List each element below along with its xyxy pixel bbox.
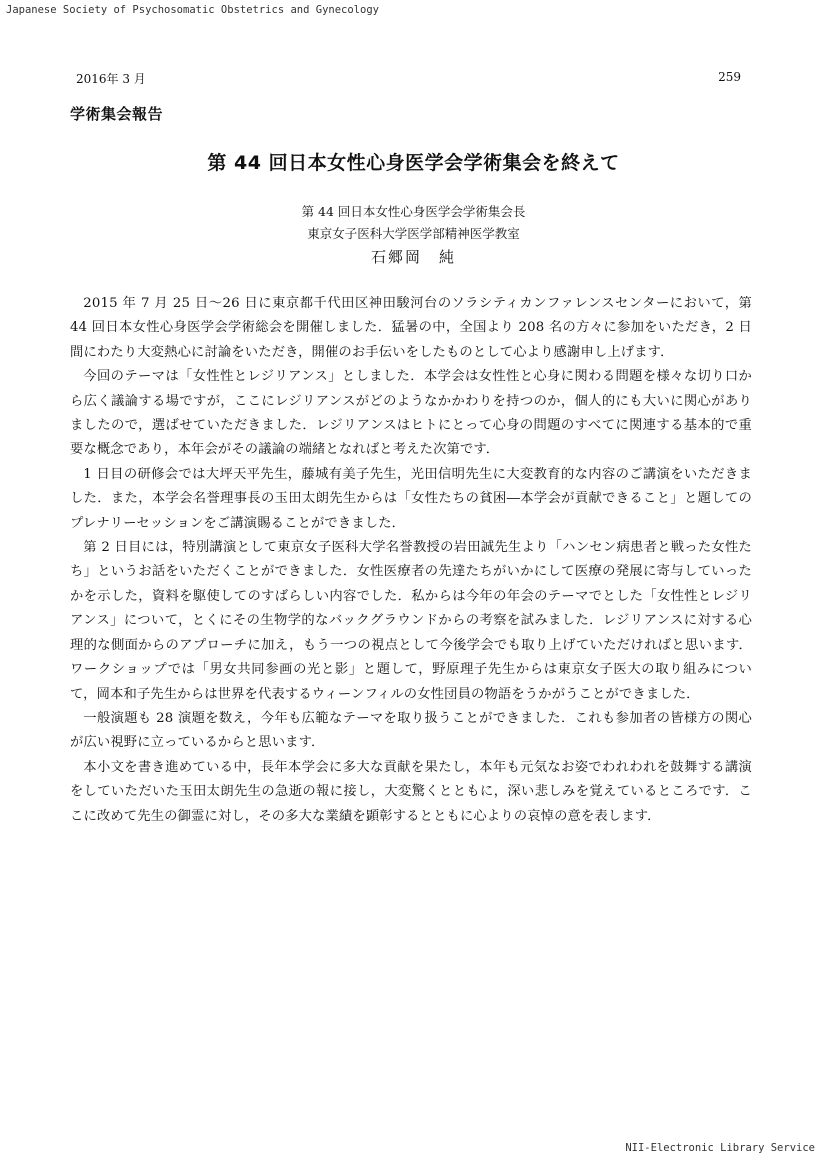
paragraph: 1 日目の研修会では大坪天平先生，藤城有美子先生，光田信明先生に大変教育的な内容のご講演をいただきました．また，本学会名誉理事長の玉田太朗先生からは「女性たちの貧困―本学会が貢献できること」と題してのプレナリーセッションをご講演賜ることができました． (70, 466, 752, 531)
author-role: 第 44 回日本女性心身医学会学術集会長 (301, 204, 526, 219)
article-title: 第 44 回日本女性心身医学会学術集会を終えて (207, 152, 620, 174)
paragraph: 本小文を書き進めている中，長年本学会に多大な貢献を果たし，本年も元気なお姿でわれわれを鼓舞する講演をしていただいた玉田太朗先生の急逝の報に接し，大変驚くとともに，深い悲しみを覚えているところです．ここに改めて先生の御霊に対し，その多大な業績を顕彰するとともに心よりの哀悼の意を表します． (70, 759, 752, 824)
paragraph: 第 2 日目には，特別講演として東京女子医科大学名誉教授の岩田誠先生より「ハンセン病患者と戦った女性たち」というお話をいただくことができました．女性医療者の先達たちがいかにして医療の発展に寄与していったかを示した，資料を駆使してのすばらしい内容でした．私からは今年の年会のテーマでとした「女性性とレジリアンス」について，とくにその生物学的なバックグラウンドからの考察を試みました．レジリアンスに対する心理的な側面からのアプローチに加え，もう一つの視点として今後学会でも取り上げていただければと思います．ワークショップでは「男女共同参画の光と影」と題して，野原理子先生からは東京女子医大の取り組みについて，岡本和子先生からは世界を代表するウィーンフィルの女性団員の物語をうかがうことができました． (70, 540, 752, 702)
paragraph: 今回のテーマは「女性性とレジリアンス」としました．本学会は女性性と心身に関わる問題を様々な切り口から広く議論する場ですが，ここにレジリアンスがどのようなかかわりを持つのか，個人的にも大いに関心がありましたので，選ばせていただきました．レジリアンスはヒトにとって心身の問題のすべてに関連する基本的で重要な概念であり，本年会がその議論の端緒となればと考えた次第です． (70, 369, 752, 458)
author-block (0, 201, 827, 269)
page-number: 259 (718, 70, 741, 84)
paragraph: 2015 年 7 月 25 日～26 日に東京都千代田区神田駿河台のソラシティカンファレンスセンターにおいて，第 44 回日本女性心身医学会学術総会を開催しました．猛暑の中，全国より 208 名の方々に参加をいただき，2 日間にわたり大変熱心に討論をいただき，開催のお手伝いをしたものとして心より感謝申し上げます． (70, 296, 752, 360)
journal-header: Japanese Society of Psychosomatic Obstetrics and Gynecology (6, 4, 379, 16)
author-affiliation: 東京女子医科大学医学部精神医学教室 (307, 226, 520, 241)
article-body (70, 292, 752, 829)
footer-service: NII-Electronic Library Service (625, 1142, 815, 1154)
paragraph: 一般演題も 28 演題を数え，今年も広範なテーマを取り扱うことができました．これも参加者の皆様方の関心が広い視野に立っているからと思います． (70, 710, 752, 751)
author-name: 石郷岡 純 (370, 248, 456, 266)
issue-date: 2016年 3 月 (76, 72, 146, 86)
section-label: 学術集会報告 (70, 105, 164, 123)
